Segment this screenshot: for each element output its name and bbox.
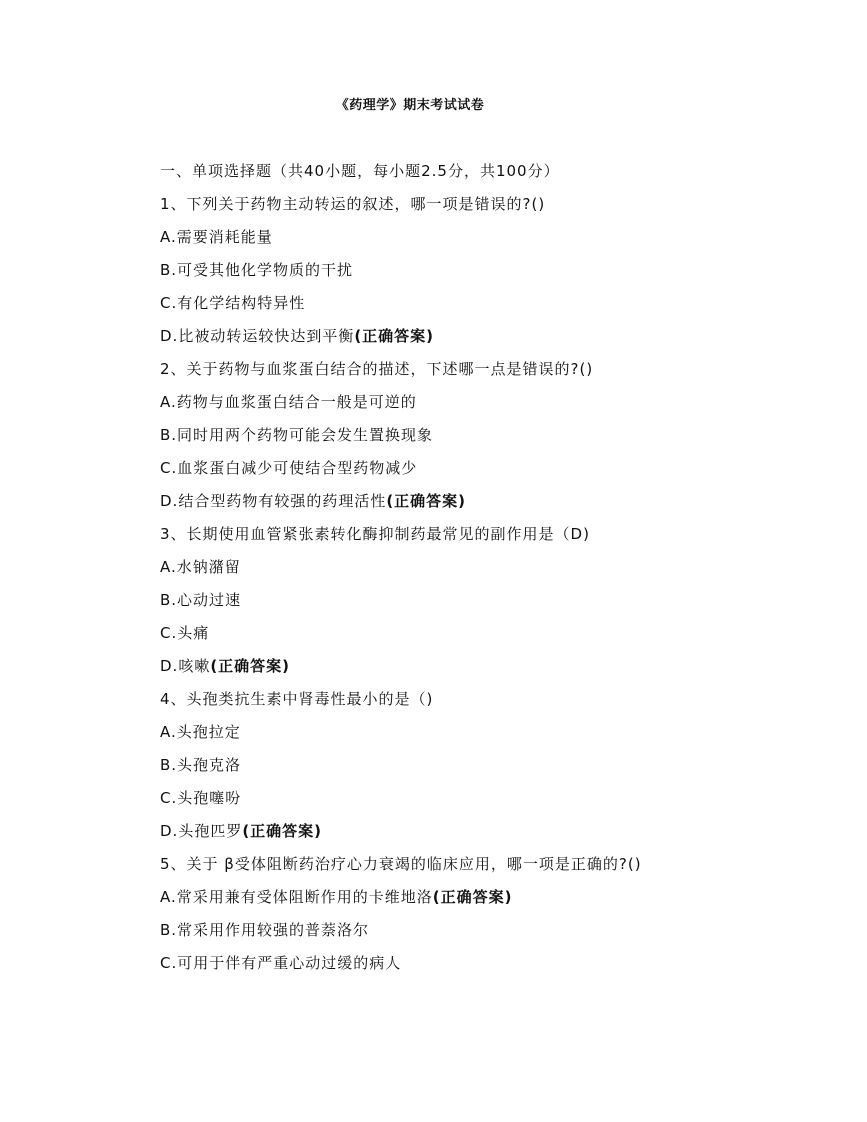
option bbox=[160, 556, 800, 589]
correct-answer-mark: (正确答案) bbox=[386, 492, 467, 510]
option bbox=[160, 721, 800, 754]
exam-body bbox=[160, 160, 800, 985]
option bbox=[160, 589, 800, 622]
option-text: C.可用于伴有严重心动过缓的病人 bbox=[160, 954, 402, 972]
option bbox=[160, 919, 800, 952]
option-text: A.水钠潴留 bbox=[160, 558, 241, 576]
option-text: C.头痛 bbox=[160, 624, 210, 642]
question-stem: 2、关于药物与血浆蛋白结合的描述，下述哪一点是错误的?() bbox=[160, 360, 594, 378]
question-stem: 5、关于 β受体阻断药治疗心力衰竭的临床应用，哪一项是正确的?() bbox=[160, 855, 642, 873]
correct-answer-mark: (正确答案) bbox=[242, 822, 323, 840]
section-heading: 一、单项选择题（共40小题，每小题2.5分，共100分） bbox=[160, 162, 560, 180]
option-text: A.常采用兼有受体阻断作用的卡维地洛 bbox=[160, 888, 433, 906]
question-stem: 4、头孢类抗生素中肾毒性最小的是（) bbox=[160, 690, 434, 708]
option bbox=[160, 952, 800, 985]
option bbox=[160, 622, 800, 655]
option bbox=[160, 886, 800, 919]
option-text: A.药物与血浆蛋白结合一般是可逆的 bbox=[160, 393, 417, 411]
option bbox=[160, 226, 800, 259]
question-stem: 1、下列关于药物主动转运的叙述，哪一项是错误的?() bbox=[160, 195, 546, 213]
option-text: C.血浆蛋白减少可使结合型药物减少 bbox=[160, 459, 418, 477]
option-text: A.需要消耗能量 bbox=[160, 228, 273, 246]
option bbox=[160, 391, 800, 424]
option-text: D.比被动转运较快达到平衡 bbox=[160, 327, 355, 345]
option-text: B.头孢克洛 bbox=[160, 756, 242, 774]
correct-answer-mark: (正确答案) bbox=[354, 327, 435, 345]
correct-answer-mark: (正确答案) bbox=[432, 888, 513, 906]
option-text: B.可受其他化学物质的干扰 bbox=[160, 261, 354, 279]
option-text: A.头孢拉定 bbox=[160, 723, 241, 741]
option bbox=[160, 325, 800, 358]
option bbox=[160, 424, 800, 457]
option bbox=[160, 292, 800, 325]
option-text: D.咳嗽 bbox=[160, 657, 211, 675]
option bbox=[160, 655, 800, 688]
correct-answer-mark: (正确答案) bbox=[210, 657, 291, 675]
option bbox=[160, 754, 800, 787]
option-text: B.心动过速 bbox=[160, 591, 242, 609]
question-stem: 3、长期使用血管紧张素转化酶抑制药最常见的副作用是（D) bbox=[160, 525, 590, 543]
option-text: D.头孢匹罗 bbox=[160, 822, 243, 840]
option-text: C.有化学结构特异性 bbox=[160, 294, 306, 312]
option bbox=[160, 457, 800, 490]
option-text: B.同时用两个药物可能会发生置换现象 bbox=[160, 426, 434, 444]
option bbox=[160, 787, 800, 820]
option-text: C.头孢噻吩 bbox=[160, 789, 242, 807]
option bbox=[160, 820, 800, 853]
exam-title: 《药理学》期末考试试卷 bbox=[335, 98, 485, 113]
option-text: B.常采用作用较强的普萘洛尔 bbox=[160, 921, 370, 939]
option-text: D.结合型药物有较强的药理活性 bbox=[160, 492, 387, 510]
option bbox=[160, 490, 800, 523]
option bbox=[160, 259, 800, 292]
